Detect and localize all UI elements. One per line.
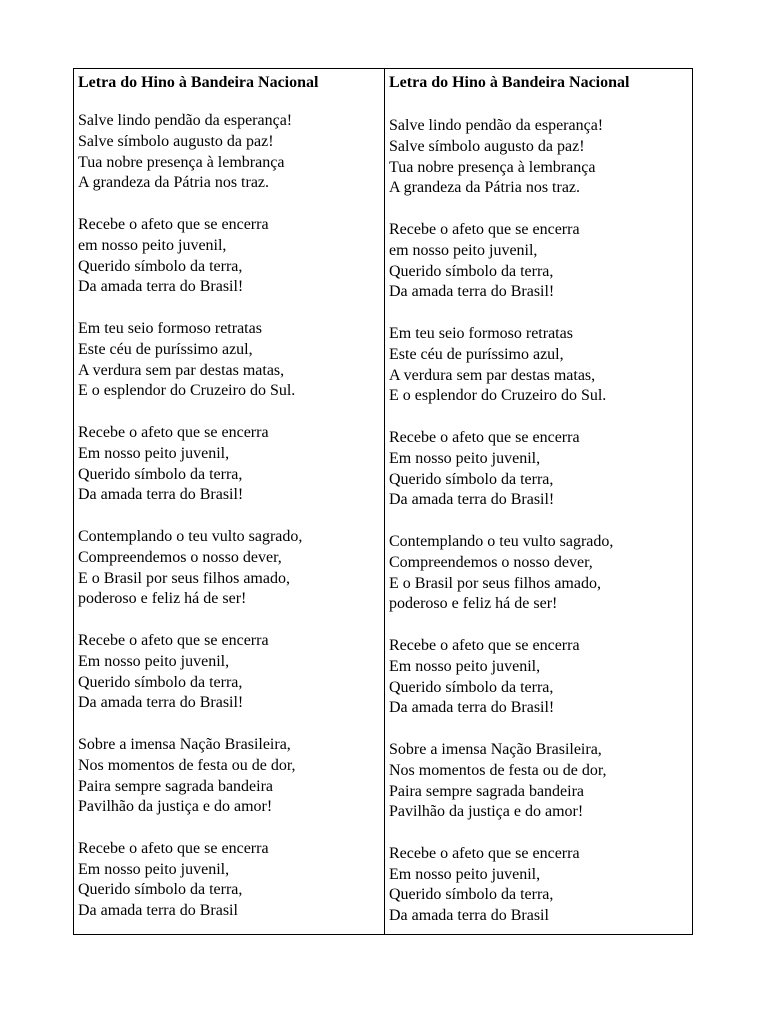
verse-line: Tua nobre presença à lembrança	[389, 158, 596, 176]
verse-line: Da amada terra do Brasil	[78, 902, 238, 920]
stanza-list	[389, 116, 613, 948]
stanza	[78, 215, 302, 298]
stanza	[389, 220, 613, 303]
verse-line: A grandeza da Pátria nos traz.	[78, 174, 270, 192]
stanza	[389, 116, 613, 199]
verse-line: em nosso peito juvenil,	[389, 241, 538, 259]
verse-line: Da amada terra do Brasil	[389, 907, 549, 925]
verse-line: Salve símbolo augusto da paz!	[389, 137, 585, 155]
stanza	[78, 735, 302, 818]
verse-line: Contemplando o teu vulto sagrado,	[389, 532, 614, 550]
stanza	[389, 428, 613, 511]
column-title: Letra do Hino à Bandeira Nacional	[389, 74, 630, 91]
verse-line: Em nosso peito juvenil,	[389, 865, 541, 883]
verse-line: Querido símbolo da terra,	[78, 881, 243, 899]
stanza-list	[78, 111, 302, 943]
verse-line: Recebe o afeto que se encerra	[78, 423, 269, 441]
verse-line: Tua nobre presença à lembrança	[78, 153, 285, 171]
verse-line: Em nosso peito juvenil,	[389, 657, 541, 675]
stanza	[389, 324, 613, 407]
verse-line: Paira sempre sagrada bandeira	[78, 777, 274, 795]
verse-line: Querido símbolo da terra,	[389, 678, 554, 696]
verse-line: Em nosso peito juvenil,	[389, 449, 541, 467]
stanza	[78, 839, 302, 922]
verse-line: Recebe o afeto que se encerra	[78, 631, 269, 649]
verse-line: em nosso peito juvenil,	[78, 236, 227, 254]
verse-line: Salve lindo pendão da esperança!	[389, 117, 604, 134]
stanza	[78, 631, 302, 714]
verse-line: Em teu seio formoso retratas	[78, 319, 262, 337]
verse-line: Contemplando o teu vulto sagrado,	[78, 527, 303, 545]
verse-line: Recebe o afeto que se encerra	[78, 839, 269, 857]
verse-line: Querido símbolo da terra,	[78, 257, 243, 275]
verse-line: Da amada terra do Brasil!	[78, 278, 244, 296]
verse-line: Recebe o afeto que se encerra	[389, 428, 580, 446]
verse-line: Em nosso peito juvenil,	[78, 860, 230, 878]
stanza	[78, 111, 302, 194]
verse-line: E o esplendor do Cruzeiro do Sul.	[78, 382, 296, 400]
verse-line: Querido símbolo da terra,	[389, 886, 554, 904]
verse-line: A verdura sem par destas matas,	[389, 366, 596, 384]
verse-line: Querido símbolo da terra,	[389, 470, 554, 488]
stanza	[389, 844, 613, 927]
stanza	[78, 423, 302, 506]
verse-line: A verdura sem par destas matas,	[78, 361, 285, 379]
verse-line: Da amada terra do Brasil!	[389, 283, 555, 301]
verse-line: Em teu seio formoso retratas	[389, 324, 573, 342]
verse-line: Da amada terra do Brasil!	[78, 486, 244, 504]
stanza	[389, 740, 613, 823]
verse-line: Salve lindo pendão da esperança!	[78, 112, 293, 129]
verse-line: E o Brasil por seus filhos amado,	[389, 574, 601, 592]
verse-line: Compreendemos o nosso dever,	[78, 548, 282, 566]
verse-line: Recebe o afeto que se encerra	[389, 636, 580, 654]
verse-line: Em nosso peito juvenil,	[78, 652, 230, 670]
verse-line: Compreendemos o nosso dever,	[389, 553, 593, 571]
verse-line: Querido símbolo da terra,	[78, 673, 243, 691]
verse-line: Nos momentos de festa ou de dor,	[78, 756, 296, 774]
verse-line: Este céu de puríssimo azul,	[78, 340, 253, 358]
verse-line: Sobre a imensa Nação Brasileira,	[78, 735, 291, 753]
stanza	[78, 527, 302, 610]
lyrics-column-right	[385, 69, 692, 934]
verse-line: Nos momentos de festa ou de dor,	[389, 761, 607, 779]
verse-line: E o Brasil por seus filhos amado,	[78, 569, 290, 587]
column-title: Letra do Hino à Bandeira Nacional	[78, 74, 319, 91]
verse-line: Da amada terra do Brasil!	[78, 694, 244, 712]
verse-line: Em nosso peito juvenil,	[78, 444, 230, 462]
verse-line: Da amada terra do Brasil!	[389, 699, 555, 717]
lyrics-table	[73, 68, 693, 935]
verse-line: poderoso e feliz há de ser!	[78, 590, 247, 608]
stanza	[389, 532, 613, 615]
verse-line: poderoso e feliz há de ser!	[389, 595, 558, 613]
verse-line: Sobre a imensa Nação Brasileira,	[389, 740, 602, 758]
lyrics-column-left	[74, 69, 385, 934]
stanza	[78, 319, 302, 402]
verse-line: Querido símbolo da terra,	[78, 465, 243, 483]
verse-line: Recebe o afeto que se encerra	[389, 844, 580, 862]
verse-line: Este céu de puríssimo azul,	[389, 345, 564, 363]
verse-line: Querido símbolo da terra,	[389, 262, 554, 280]
verse-line: Paira sempre sagrada bandeira	[389, 782, 585, 800]
verse-line: Pavilhão da justiça e do amor!	[78, 798, 273, 816]
stanza	[389, 636, 613, 719]
verse-line: A grandeza da Pátria nos traz.	[389, 179, 581, 197]
verse-line: Recebe o afeto que se encerra	[389, 220, 580, 238]
verse-line: Recebe o afeto que se encerra	[78, 215, 269, 233]
verse-line: E o esplendor do Cruzeiro do Sul.	[389, 387, 607, 405]
verse-line: Salve símbolo augusto da paz!	[78, 132, 274, 150]
verse-line: Da amada terra do Brasil!	[389, 491, 555, 509]
verse-line: Pavilhão da justiça e do amor!	[389, 803, 584, 821]
